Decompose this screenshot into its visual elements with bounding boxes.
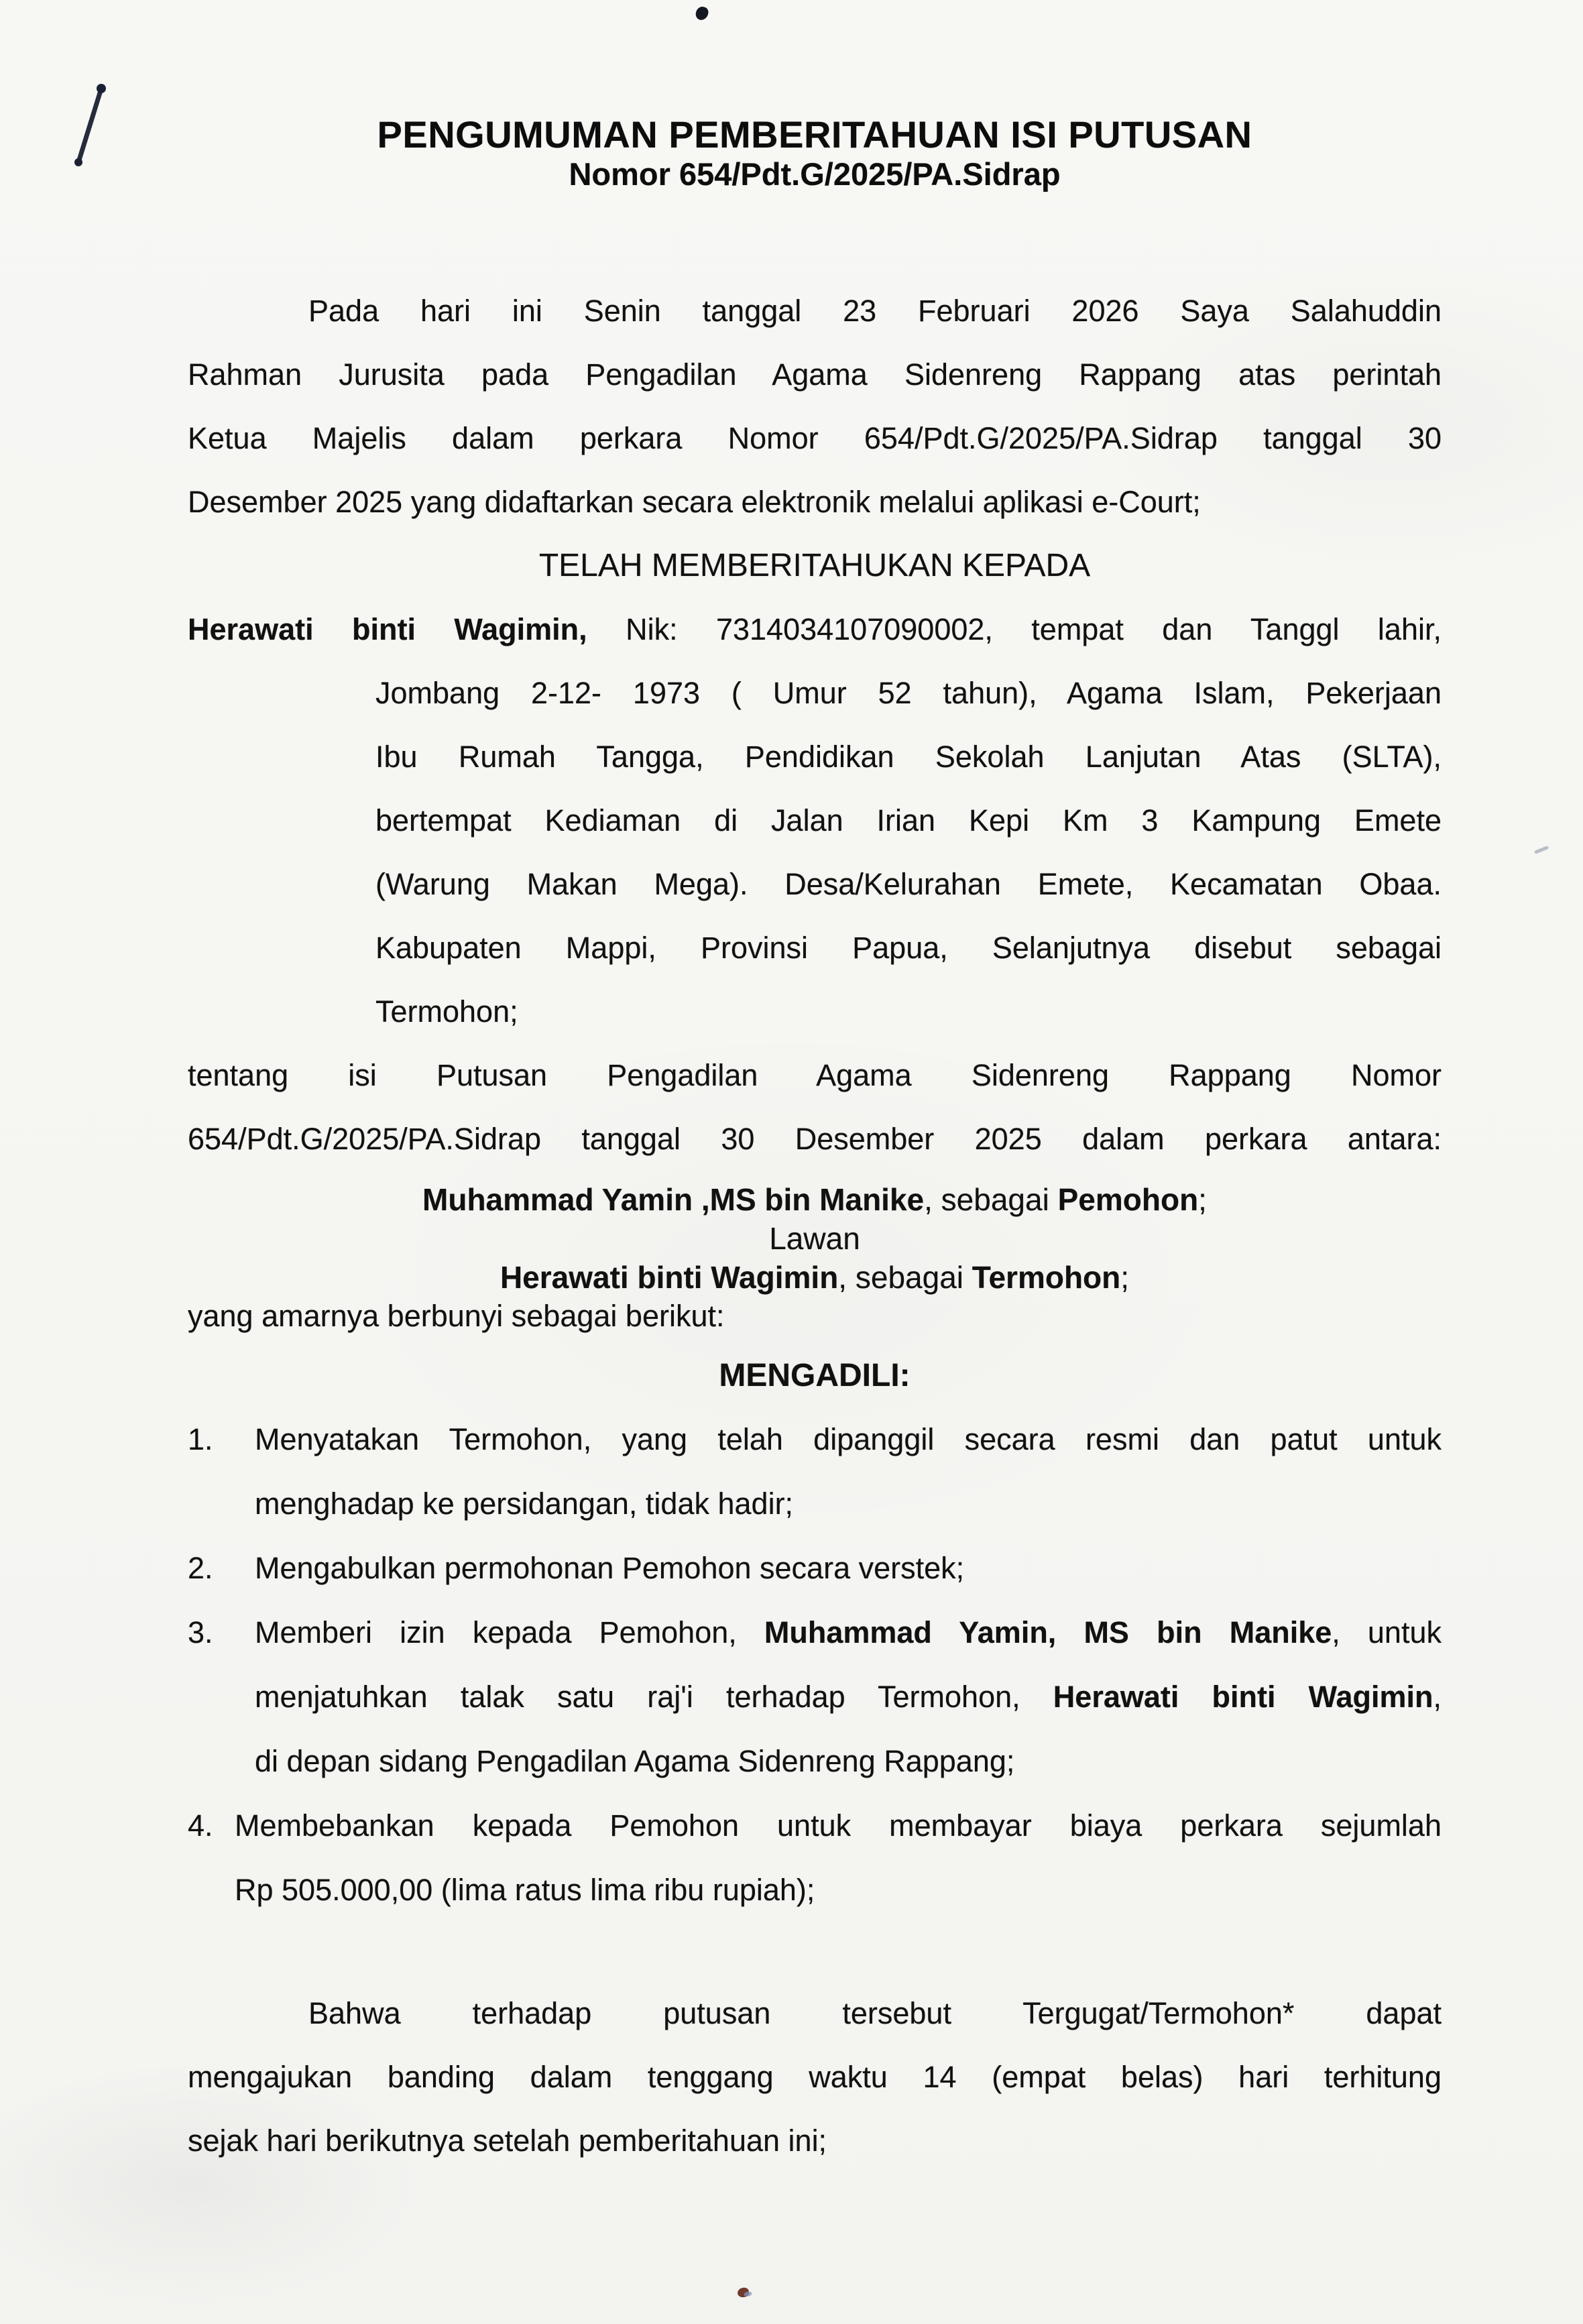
document-line: (Warung Makan Mega). Desa/Kelurahan Emete, Kecamatan Obaa.	[375, 867, 1442, 901]
petitioner-terminator: ;	[1198, 1182, 1207, 1217]
ruling-number: 4.	[188, 1808, 213, 1843]
amar-intro: yang amarnya berbunyi sebagai berikut:	[188, 1299, 725, 1333]
respondent-party-name: Herawati binti Wagimin	[500, 1260, 839, 1295]
document-line: Rp 505.000,00 (lima ratus lima ribu rupiah);	[235, 1873, 815, 1907]
petitioner-role: Pemohon	[1057, 1182, 1199, 1217]
heading-gap	[188, 193, 1442, 279]
respondent-name: Herawati binti Wagimin,	[188, 612, 587, 646]
document-line: tentang isi Putusan Pengadilan Agama Sidenreng Rappang Nomor	[188, 1058, 1442, 1092]
versus-label: Lawan	[769, 1221, 860, 1256]
petitioner-line	[188, 1180, 1442, 1219]
opening-paragraph	[188, 279, 1442, 534]
document-line: Ketua Majelis dalam perkara Nomor 654/Pdt.G/2025/PA.Sidrap tanggal 30	[188, 421, 1442, 455]
ruling-number: 1.	[188, 1422, 213, 1456]
ruling-content	[255, 1601, 1442, 1794]
document-line: Ibu Rumah Tangga, Pendidikan Sekolah Lanjutan Atas (SLTA),	[375, 740, 1442, 774]
document-line: bertempat Kediaman di Jalan Irian Kepi Km 3 Kampung Emete	[375, 803, 1442, 837]
respondent-separator: , sebagai	[838, 1260, 972, 1295]
rulings-list	[188, 1407, 1442, 1922]
document-body	[188, 0, 1442, 2172]
document-line: Bahwa terhadap putusan tersebut Tergugat/Termohon* dapat	[308, 1996, 1442, 2030]
red-ink-dot-bottom	[737, 2287, 750, 2299]
respondent-designation: Termohon;	[375, 994, 518, 1029]
ruling-item-4	[188, 1794, 1442, 1922]
respondent-id-details: Nik: 7314034107090002, tempat dan Tanggl lahir,	[587, 612, 1442, 646]
document-line: Menyatakan Termohon, yang telah dipanggil secara resmi dan patut untuk	[255, 1422, 1442, 1456]
document-line	[255, 1601, 1442, 1665]
document-line: di depan sidang Pengadilan Agama Sidenreng Rappang;	[255, 1744, 1015, 1778]
ruling-text: , untuk	[1332, 1615, 1442, 1649]
ruling-item-3	[188, 1601, 1442, 1794]
ruling-item-2	[188, 1536, 1442, 1601]
ruling-number: 3.	[188, 1615, 213, 1649]
petitioner-name-bold: Muhammad Yamin, MS bin Manike	[764, 1615, 1332, 1649]
pen-tick-mark	[1534, 846, 1549, 854]
handwritten-slash-mark	[64, 74, 124, 181]
document-line: Rahman Jurusita pada Pengadilan Agama Sidenreng Rappang atas perintah	[188, 357, 1442, 392]
document-line: Kabupaten Mappi, Provinsi Papua, Selanjutnya disebut sebagai	[375, 931, 1442, 965]
respondent-terminator: ;	[1120, 1260, 1130, 1295]
document-line: Mengabulkan permohonan Pemohon secara verstek;	[255, 1551, 965, 1585]
closing-paragraph	[188, 1981, 1442, 2172]
verdict-heading: MENGADILI:	[719, 1358, 911, 1393]
about-decision-clause	[188, 1043, 1442, 1171]
document-line: Desember 2025 yang didaftarkan secara elektronik melalui aplikasi e-Court;	[188, 485, 1201, 519]
respondent-role: Termohon	[972, 1260, 1121, 1295]
verdict-heading-wrap	[188, 1344, 1442, 1407]
document-title: PENGUMUMAN PEMBERITAHUAN ISI PUTUSAN	[377, 113, 1252, 156]
document-line: mengajukan banding dalam tenggang waktu 14 (empat belas) hari terhitung	[188, 2060, 1442, 2094]
document-line	[255, 1665, 1442, 1729]
document-line: menghadap ke persidangan, tidak hadir;	[255, 1487, 794, 1521]
top-margin	[188, 0, 1442, 114]
respondent-identity	[188, 597, 1442, 1043]
document-line: sejak hari berikutnya setelah pemberitahuan ini;	[188, 2124, 827, 2158]
ruling-content	[255, 1536, 1442, 1601]
ruling-text: ,	[1433, 1680, 1442, 1714]
document-line: Membebankan kepada Pemohon untuk membayar biaya perkara sejumlah	[235, 1808, 1442, 1843]
document-line: 654/Pdt.G/2025/PA.Sidrap tanggal 30 Desember 2025 dalam perkara antara:	[188, 1122, 1442, 1156]
document-line	[188, 597, 1442, 661]
respondent-name-bold: Herawati binti Wagimin	[1053, 1680, 1433, 1714]
document-line: Jombang 2-12- 1973 ( Umur 52 tahun), Agama Islam, Pekerjaan	[375, 676, 1442, 710]
ruling-text: menjatuhkan talak satu raj'i terhadap Termohon,	[255, 1680, 1053, 1714]
parties-block	[188, 1180, 1442, 1336]
respondent-line	[188, 1258, 1442, 1297]
ruling-text: Memberi izin kepada Pemohon,	[255, 1615, 764, 1649]
petitioner-name: Muhammad Yamin ,MS bin Manike	[422, 1182, 925, 1217]
ruling-number: 2.	[188, 1551, 213, 1585]
ruling-content	[235, 1794, 1442, 1922]
document-line: Pada hari ini Senin tanggal 23 Februari 2026 Saya Salahuddin	[308, 294, 1442, 328]
ruling-item-1	[188, 1407, 1442, 1536]
petitioner-separator: , sebagai	[924, 1182, 1058, 1217]
case-number: Nomor 654/Pdt.G/2025/PA.Sidrap	[569, 156, 1061, 192]
notified-heading: TELAH MEMBERITAHUKAN KEPADA	[538, 548, 1091, 583]
ruling-content	[255, 1407, 1442, 1536]
